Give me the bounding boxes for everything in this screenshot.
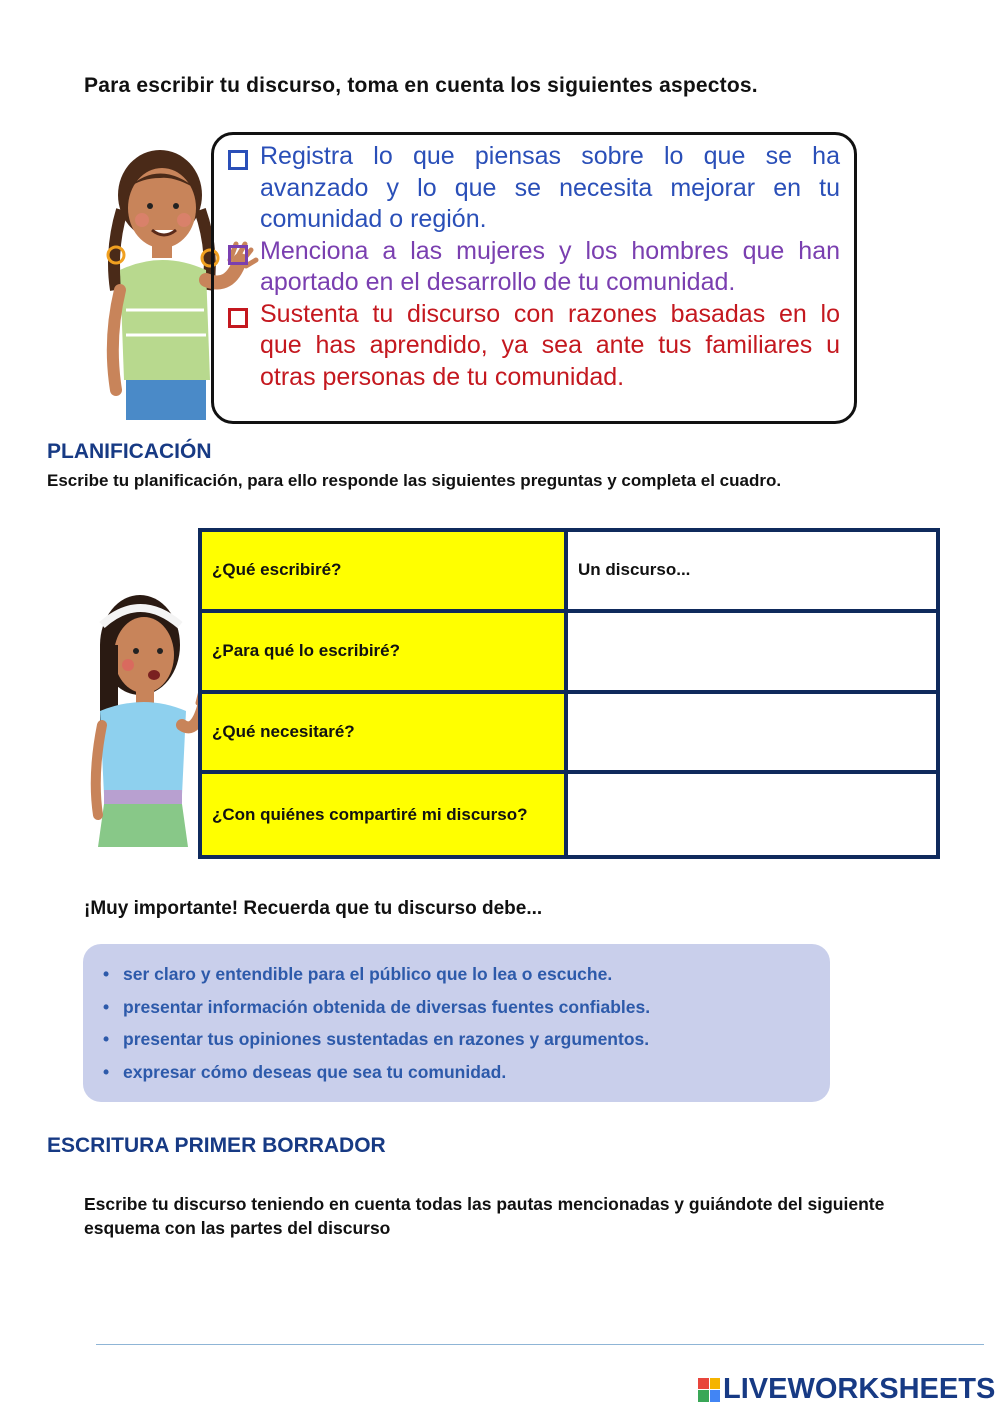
aspect-item xyxy=(228,236,840,299)
liveworksheets-logo[interactable] xyxy=(698,1375,995,1404)
list-item-text: expresar cómo deseas que sea tu comunidad. xyxy=(123,1061,507,1082)
aspect-text: Menciona a las mujeres y los hombres que han aportado en el desarrollo de tu comunidad. xyxy=(260,236,840,296)
question-cell: ¿Para qué lo escribiré? xyxy=(202,613,568,694)
bullet-icon: • xyxy=(103,1029,110,1049)
checkbox-icon xyxy=(228,308,248,328)
aspects-box xyxy=(211,132,857,424)
aspect-text: Sustenta tu discurso con razones basadas en lo que has aprendido, ya sea ante tus familiares u otras personas de tu comunidad. xyxy=(260,299,840,391)
draft-heading: ESCRITURA PRIMER BORRADOR xyxy=(47,1134,386,1157)
aspect-item xyxy=(228,141,840,236)
answer-cell[interactable] xyxy=(568,694,936,775)
list-item xyxy=(103,958,810,991)
footer-divider xyxy=(96,1344,984,1345)
list-item-text: presentar tus opiniones sustentadas en razones y argumentos. xyxy=(123,1029,650,1049)
planning-instructions: Escribe tu planificación, para ello responde las siguientes preguntas y completa el cuadro. xyxy=(47,471,782,490)
planning-heading: PLANIFICACIÓN xyxy=(47,440,212,463)
planning-table xyxy=(198,528,940,859)
list-item-text: ser claro y entendible para el público que lo lea o escuche. xyxy=(123,964,613,984)
bullet-icon: • xyxy=(103,1061,110,1082)
requirements-box xyxy=(83,944,830,1102)
important-title: ¡Muy importante! Recuerda que tu discurso debe... xyxy=(84,898,543,919)
bullet-icon: • xyxy=(103,996,110,1017)
list-item xyxy=(103,1023,810,1056)
question-cell: ¿Qué escribiré? xyxy=(202,532,568,613)
bullet-icon: • xyxy=(103,964,110,984)
requirements-list xyxy=(103,958,810,1088)
checkbox-icon xyxy=(228,150,248,170)
logo-grid-icon xyxy=(698,1378,720,1402)
list-item xyxy=(103,1056,810,1089)
aspect-item xyxy=(228,299,840,394)
question-cell: ¿Con quiénes compartiré mi discurso? xyxy=(202,774,568,855)
draft-instructions: Escribe tu discurso teniendo en cuenta todas las pautas mencionadas y guiándote del siguiente esquema con las partes del discurso xyxy=(84,1194,885,1238)
answer-cell[interactable] xyxy=(568,613,936,694)
list-item-text: presentar información obtenida de diversas fuentes confiables. xyxy=(123,996,651,1017)
aspect-text: Registra lo que piensas sobre lo que se ha avanzado y lo que se necesita mejorar en tu comunidad o región. xyxy=(260,142,840,233)
answer-cell[interactable]: Un discurso... xyxy=(568,532,936,613)
logo-text: LIVEWORKSHEETS xyxy=(723,1373,996,1405)
question-cell: ¿Qué necesitaré? xyxy=(202,694,568,775)
answer-cell[interactable] xyxy=(568,774,936,855)
checkbox-icon xyxy=(228,245,248,265)
intro-title: Para escribir tu discurso, toma en cuenta los siguientes aspectos. xyxy=(84,74,758,97)
list-item xyxy=(103,991,810,1024)
